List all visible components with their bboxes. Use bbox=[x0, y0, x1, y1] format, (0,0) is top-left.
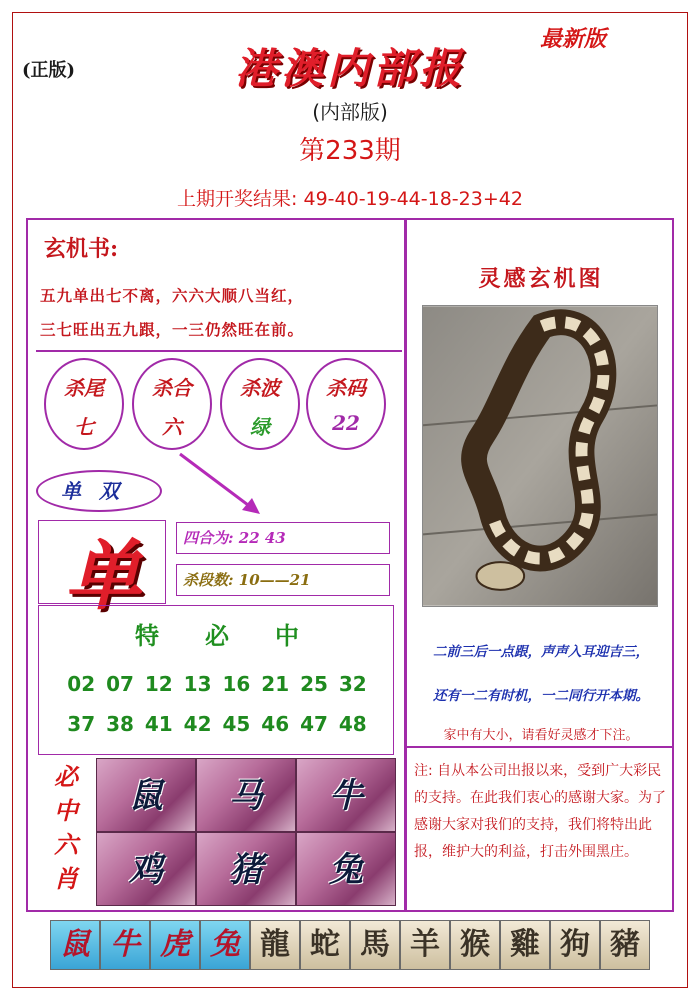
four-combo: 四合为: 22 43 bbox=[176, 522, 390, 554]
six-zodiac-char: 六 bbox=[54, 830, 78, 859]
six-zodiac-label bbox=[48, 760, 84, 896]
zodiac-cell-label: 牛 bbox=[329, 776, 363, 816]
inspiration-poem-2: 还有一二有时机，一二同行开本期。 bbox=[433, 688, 649, 704]
snake-photo bbox=[422, 305, 658, 607]
oval-value: 22 bbox=[332, 411, 360, 435]
odd-even-oval: 单双 bbox=[36, 470, 162, 512]
zodiac-cell-label: 鸡 bbox=[129, 850, 163, 890]
oval-kill-number bbox=[306, 358, 386, 450]
big-char-box bbox=[38, 520, 166, 620]
zodiac-tile: 馬 bbox=[350, 920, 400, 970]
zodiac-cell-label: 马 bbox=[229, 776, 263, 816]
special-numbers-row-2: 37 38 41 42 45 46 47 48 bbox=[67, 712, 367, 736]
warning-text: 家中有大小，请看好灵感才下注。 bbox=[443, 728, 639, 743]
zodiac-tile: 羊 bbox=[400, 920, 450, 970]
zodiac-tile: 兔 bbox=[200, 920, 250, 970]
zodiac-tile: 鼠 bbox=[50, 920, 100, 970]
zodiac-cell bbox=[96, 832, 196, 906]
arrow-icon bbox=[170, 446, 270, 520]
zodiac-cell bbox=[96, 758, 196, 832]
oval-label: 杀合 bbox=[152, 376, 192, 400]
oval-kill-wave bbox=[220, 358, 300, 450]
latest-tag: 最新版 bbox=[540, 26, 607, 52]
last-draw-result: 上期开奖结果: 49-40-19-44-18-23+42 bbox=[177, 188, 523, 210]
special-pick-title: 特必中 bbox=[135, 621, 345, 650]
zodiac-tile: 豬 bbox=[600, 920, 650, 970]
divider bbox=[36, 350, 402, 352]
zodiac-tile: 蛇 bbox=[300, 920, 350, 970]
inspiration-title: 灵感玄机图 bbox=[478, 266, 604, 292]
zodiac-strip bbox=[50, 920, 650, 970]
zodiac-cell-label: 兔 bbox=[329, 850, 363, 890]
oval-label: 杀波 bbox=[240, 376, 280, 400]
six-zodiac-char: 必 bbox=[54, 762, 78, 791]
kill-range: 杀段数: 10——21 bbox=[176, 564, 390, 596]
xuanjishu-title: 玄机书: bbox=[44, 236, 119, 262]
zodiac-tile: 龍 bbox=[250, 920, 300, 970]
notice-text: 注: 自从本公司出报以来，受到广大彩民的支持。在此我们衷心的感谢大家。为了感谢大家对我们的支持，我们将特出此报，维护大的利益，打击外围黑庄。 bbox=[414, 763, 666, 860]
zodiac-cell-label: 鼠 bbox=[129, 776, 163, 816]
xuanjishu-line-1: 五九单出七不离，六六大顺八当红， bbox=[40, 286, 305, 305]
zodiac-tile: 牛 bbox=[100, 920, 150, 970]
column-divider bbox=[404, 218, 407, 912]
page-subtitle: (内部版) bbox=[312, 100, 388, 124]
six-zodiac-grid bbox=[96, 758, 396, 906]
oval-value: 六 bbox=[162, 415, 182, 439]
issue-number: 第233期 bbox=[299, 136, 401, 166]
big-char: 单 bbox=[65, 531, 141, 620]
oval-value: 绿 bbox=[250, 415, 270, 439]
zodiac-tile: 狗 bbox=[550, 920, 600, 970]
zodiac-cell-label: 猪 bbox=[229, 850, 263, 890]
zodiac-tile: 虎 bbox=[150, 920, 200, 970]
zodiac-tile: 雞 bbox=[500, 920, 550, 970]
xuanjishu-line-2: 三七旺出五九跟，一三仍然旺在前。 bbox=[40, 320, 305, 339]
six-zodiac-char: 肖 bbox=[54, 864, 78, 893]
six-zodiac-char: 中 bbox=[54, 796, 78, 825]
zodiac-cell bbox=[196, 832, 296, 906]
oval-label: 杀码 bbox=[326, 376, 366, 400]
inspiration-poem-1: 二前三后一点跟，声声入耳迎吉三， bbox=[433, 644, 649, 660]
divider bbox=[406, 746, 674, 748]
oval-kill-tail bbox=[44, 358, 124, 450]
page-title: 港澳内部报 bbox=[234, 44, 465, 93]
oval-value: 七 bbox=[74, 415, 94, 439]
special-numbers-row-1: 02 07 12 13 16 21 25 32 bbox=[67, 672, 367, 696]
oval-kill-combo bbox=[132, 358, 212, 450]
edition-tag: (正版) bbox=[22, 60, 76, 81]
zodiac-cell bbox=[196, 758, 296, 832]
zodiac-tile: 猴 bbox=[450, 920, 500, 970]
special-pick-box bbox=[38, 605, 394, 755]
zodiac-cell bbox=[296, 832, 396, 906]
oval-label: 杀尾 bbox=[64, 376, 104, 400]
zodiac-cell bbox=[296, 758, 396, 832]
